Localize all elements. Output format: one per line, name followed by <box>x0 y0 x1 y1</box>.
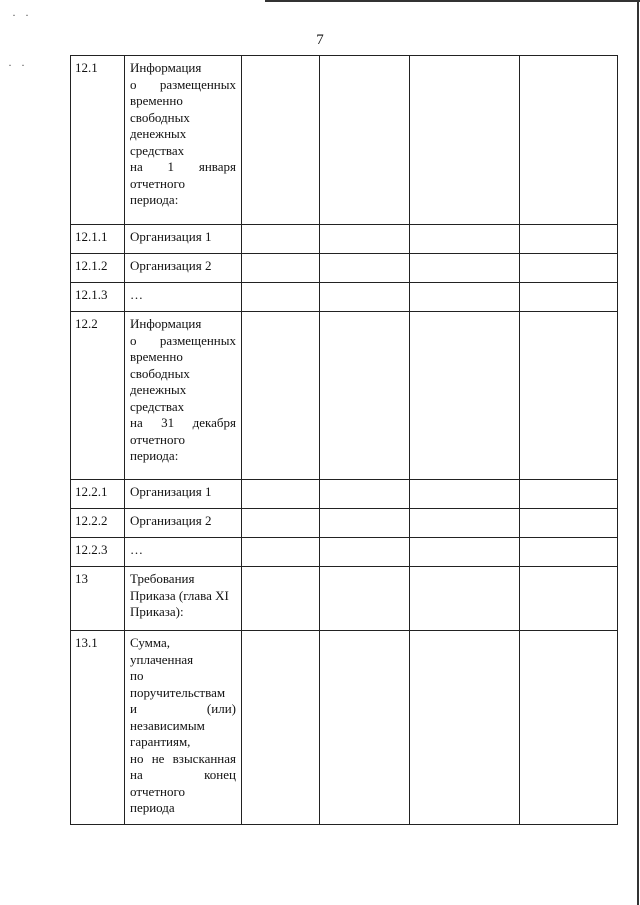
description-line: Требования <box>130 571 195 586</box>
table-row <box>71 254 618 283</box>
empty-cell <box>410 312 520 480</box>
row-description <box>125 538 242 567</box>
description-line: Организация 2 <box>130 513 212 528</box>
empty-cell <box>320 631 410 825</box>
description-line: о размещенных <box>130 76 236 92</box>
page-number: 7 <box>316 32 324 48</box>
empty-cell <box>520 631 618 825</box>
description-line: на 1 января <box>130 159 236 174</box>
row-number: 12.2.1 <box>71 480 125 509</box>
description-line: средствах <box>130 398 185 414</box>
table-row <box>71 56 618 225</box>
empty-cell <box>320 538 410 567</box>
table-body <box>71 56 618 825</box>
description-line: на конец <box>130 767 236 782</box>
empty-cell <box>410 538 520 567</box>
description-line: Информация <box>130 316 202 331</box>
row-number: 12.1 <box>71 56 125 225</box>
margin-mark-top: · · <box>12 8 32 22</box>
empty-cell <box>320 480 410 509</box>
empty-cell <box>242 567 320 631</box>
empty-cell <box>520 254 618 283</box>
description-line: свободных <box>130 109 190 125</box>
empty-cell <box>320 254 410 283</box>
description-line: периода: <box>130 192 179 207</box>
row-number: 12.1.3 <box>71 283 125 312</box>
empty-cell <box>242 225 320 254</box>
empty-cell <box>320 567 410 631</box>
table-row <box>71 225 618 254</box>
description-line: гарантиям, <box>130 734 191 749</box>
description-line: о размещенных <box>130 332 236 348</box>
description-line: отчетного <box>130 431 185 447</box>
empty-cell <box>520 509 618 538</box>
row-description <box>125 312 242 480</box>
empty-cell <box>520 225 618 254</box>
table-row <box>71 283 618 312</box>
empty-cell <box>520 56 618 225</box>
description-line: Сумма, <box>130 635 171 650</box>
page-top-edge <box>265 0 640 2</box>
row-number: 12.2.3 <box>71 538 125 567</box>
row-number: 13 <box>71 567 125 631</box>
description-line: временно <box>130 93 183 108</box>
empty-cell <box>320 225 410 254</box>
empty-cell <box>410 225 520 254</box>
empty-cell <box>320 56 410 225</box>
description-line: Приказа (глава XI <box>130 587 229 603</box>
empty-cell <box>242 283 320 312</box>
row-description <box>125 509 242 538</box>
description-line: на 31 декабря <box>130 415 236 430</box>
row-description <box>125 56 242 225</box>
description-line: Организация 1 <box>130 229 212 244</box>
row-number: 13.1 <box>71 631 125 825</box>
description-line: временно <box>130 349 183 364</box>
description-line: … <box>130 287 143 302</box>
row-description <box>125 254 242 283</box>
empty-cell <box>242 56 320 225</box>
page-right-edge <box>637 0 639 905</box>
description-line: и (или) <box>130 701 236 716</box>
description-line: поручительствам <box>130 684 226 700</box>
margin-mark-left: · · <box>8 58 28 72</box>
empty-cell <box>242 509 320 538</box>
description-line: независимым <box>130 717 205 733</box>
empty-cell <box>242 480 320 509</box>
empty-cell <box>410 509 520 538</box>
description-line: по <box>130 668 144 683</box>
row-description <box>125 225 242 254</box>
description-line: Приказа): <box>130 604 184 619</box>
report-table <box>70 55 618 825</box>
row-description <box>125 567 242 631</box>
table-row <box>71 538 618 567</box>
description-line: Информация <box>130 60 202 75</box>
empty-cell <box>520 312 618 480</box>
table-row <box>71 631 618 825</box>
empty-cell <box>520 567 618 631</box>
empty-cell <box>520 480 618 509</box>
description-line: Организация 1 <box>130 484 212 499</box>
row-number: 12.1.2 <box>71 254 125 283</box>
description-line: отчетного <box>130 783 185 799</box>
description-line: уплаченная <box>130 651 194 667</box>
table-row <box>71 312 618 480</box>
empty-cell <box>410 254 520 283</box>
empty-cell <box>242 254 320 283</box>
row-number: 12.2 <box>71 312 125 480</box>
description-line: но не взысканная <box>130 750 236 766</box>
description-line: свободных <box>130 365 190 381</box>
empty-cell <box>410 567 520 631</box>
empty-cell <box>320 509 410 538</box>
description-line: денежных <box>130 126 187 141</box>
description-line: периода <box>130 800 175 815</box>
description-line: … <box>130 542 143 557</box>
row-description <box>125 631 242 825</box>
empty-cell <box>520 538 618 567</box>
description-line: средствах <box>130 142 185 158</box>
empty-cell <box>520 283 618 312</box>
description-line: Организация 2 <box>130 258 212 273</box>
row-number: 12.2.2 <box>71 509 125 538</box>
empty-cell <box>242 631 320 825</box>
empty-cell <box>410 631 520 825</box>
table-row <box>71 480 618 509</box>
row-description <box>125 283 242 312</box>
description-line: периода: <box>130 448 179 463</box>
description-line: денежных <box>130 382 187 397</box>
empty-cell <box>410 283 520 312</box>
empty-cell <box>320 312 410 480</box>
empty-cell <box>320 283 410 312</box>
empty-cell <box>410 480 520 509</box>
table-row <box>71 509 618 538</box>
table-row <box>71 567 618 631</box>
row-description <box>125 480 242 509</box>
empty-cell <box>242 312 320 480</box>
row-number: 12.1.1 <box>71 225 125 254</box>
description-line: отчетного <box>130 175 185 191</box>
empty-cell <box>410 56 520 225</box>
empty-cell <box>242 538 320 567</box>
